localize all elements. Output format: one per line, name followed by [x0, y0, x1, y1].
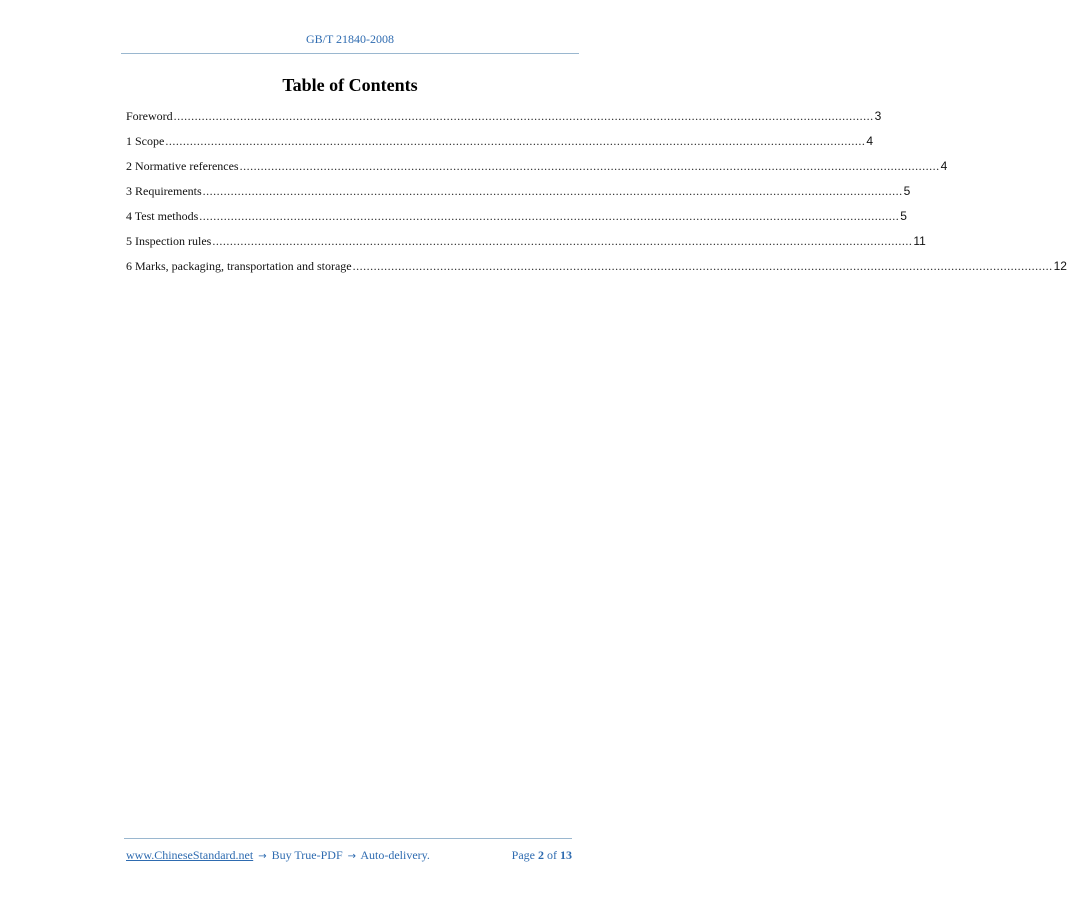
toc-leader-dots: ........................................................................................................................................................................................................ [239, 159, 940, 173]
toc-entry-marks-packaging[interactable] [126, 256, 1067, 281]
auto-delivery-text: Auto-delivery. [360, 848, 430, 862]
toc-entry-label: 1 Scope [126, 134, 165, 148]
toc-leader-dots: ........................................................................................................................................................................................................ [202, 184, 903, 198]
current-page-number: 2 [538, 848, 544, 862]
page-word: Page [511, 848, 535, 862]
toc-entry-page: 4 [940, 159, 948, 173]
arrow-right-icon: → [347, 851, 357, 862]
header-divider [121, 53, 579, 54]
running-header: GB/T 21840-2008 [305, 32, 395, 46]
site-link[interactable]: www.ChineseStandard.net [126, 848, 254, 862]
toc-entry-foreword[interactable] [126, 106, 882, 131]
toc-entry-page: 3 [874, 109, 882, 123]
toc-entry-page: 4 [866, 134, 874, 148]
toc-entry-label: 6 Marks, packaging, transportation and storage [126, 259, 352, 273]
total-pages-number: 13 [560, 848, 572, 862]
toc-leader-dots: ........................................................................................................................................................................................................ [212, 234, 913, 248]
page-title: Table of Contents [282, 75, 418, 95]
of-word: of [547, 848, 557, 862]
arrow-right-icon: → [258, 851, 267, 862]
toc-entry-label: 4 Test methods [126, 209, 199, 223]
toc-entry-page: 5 [900, 209, 907, 223]
toc-entry-scope[interactable] [126, 131, 874, 156]
toc-entry-label: 5 Inspection rules [126, 234, 212, 248]
toc-entry-normative-references[interactable] [126, 156, 948, 181]
toc-leader-dots: ........................................................................................................................................................................................................ [173, 109, 874, 123]
toc-entry-label: 2 Normative references [126, 159, 239, 173]
toc-entry-requirements[interactable] [126, 181, 911, 206]
toc-leader-dots: ........................................................................................................................................................................................................ [352, 259, 1053, 273]
toc-leader-dots: ........................................................................................................................................................................................................ [199, 209, 900, 223]
toc-entry-test-methods[interactable] [126, 206, 907, 231]
toc-entry-page: 12 [1053, 259, 1067, 273]
toc-entry-inspection-rules[interactable] [126, 231, 926, 256]
toc-entry-label: Foreword [126, 109, 173, 123]
toc-entry-label: 3 Requirements [126, 184, 202, 198]
toc-list [126, 106, 1067, 281]
footer-divider [124, 838, 572, 839]
buy-true-pdf-text: Buy True-PDF [271, 848, 343, 862]
toc-entry-page: 11 [913, 234, 926, 248]
page-number [512, 848, 572, 863]
toc-leader-dots: ........................................................................................................................................................................................................ [165, 134, 866, 148]
footer-promo [126, 848, 430, 863]
toc-entry-page: 5 [903, 184, 911, 198]
